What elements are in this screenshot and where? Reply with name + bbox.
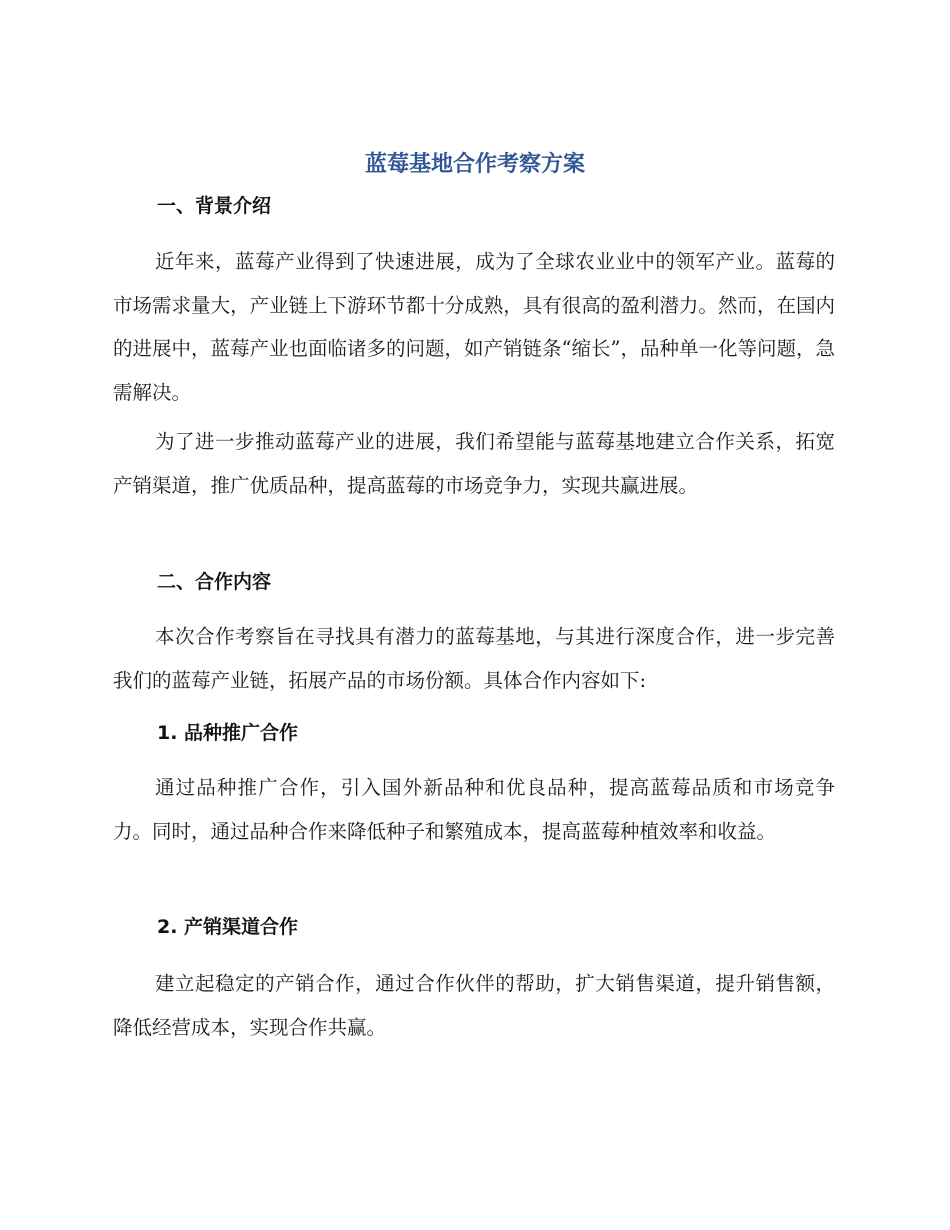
- section-heading-background: 一、背景介绍: [157, 195, 272, 217]
- subsection-heading-sales-channel: 2. 产销渠道合作: [157, 916, 299, 938]
- paragraph-sales-channel: 建立起稳定的产销合作，通过合作伙伴的帮助，扩大销售渠道，提升销售额，降低经营成本，实现合作共赢。: [113, 972, 835, 1039]
- document-title: 蓝莓基地合作考察方案: [364, 152, 585, 177]
- paragraph-background-2: 为了进一步推动蓝莓产业的进展，我们希望能与蓝莓基地建立合作关系，拓宽产销渠道，推广优质品种，提高蓝莓的市场竞争力，实现共赢进展。: [113, 430, 835, 497]
- paragraph-background-1: 近年来，蓝莓产业得到了快速进展，成为了全球农业业中的领军产业。蓝莓的市场需求量大，产业链上下游环节都十分成熟，具有很高的盈利潜力。然而，在国内的进展中，蓝莓产业也面临诸多的问题，如产销链条“缩长”，品种单一化等问题，急需解决。: [113, 250, 835, 404]
- paragraph-variety-promotion: 通过品种推广合作，引入国外新品种和优良品种，提高蓝莓品质和市场竞争力。同时，通过品种合作来降低种子和繁殖成本，提高蓝莓种植效率和收益。: [113, 776, 835, 843]
- subsection-heading-variety-promotion: 1. 品种推广合作: [157, 722, 299, 744]
- paragraph-cooperation-intro: 本次合作考察旨在寻找具有潜力的蓝莓基地，与其进行深度合作，进一步完善我们的蓝莓产业链，拓展产品的市场份额。具体合作内容如下:: [113, 625, 835, 692]
- section-heading-cooperation: 二、合作内容: [157, 571, 272, 593]
